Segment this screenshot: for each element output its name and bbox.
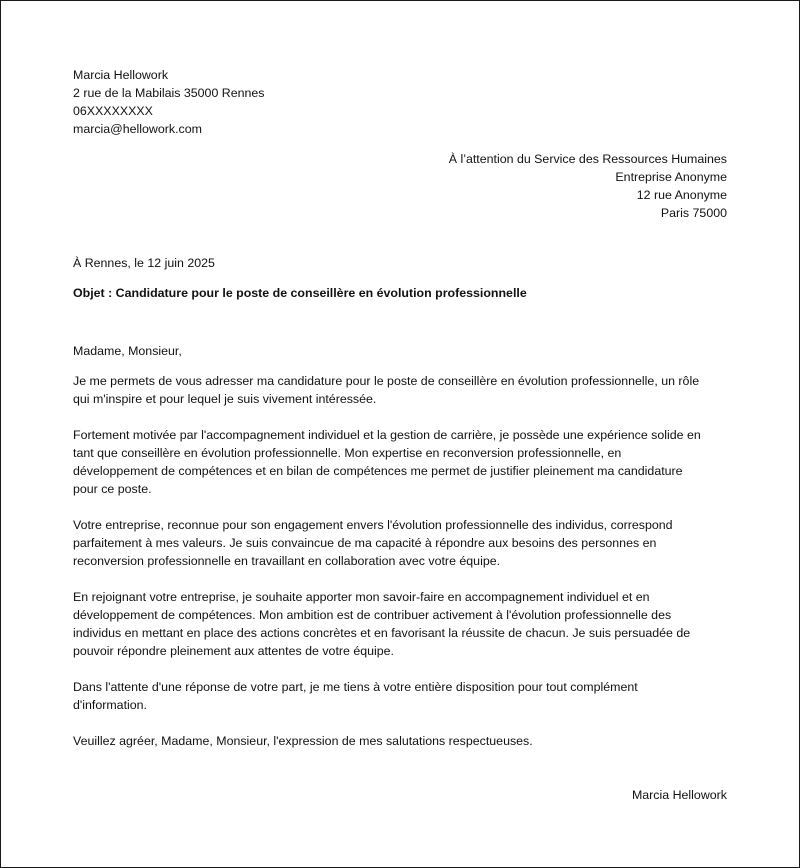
recipient-attention: À l’attention du Service des Ressources Humaines <box>448 152 727 166</box>
letter-body <box>73 372 729 768</box>
paragraph-line: Fortement motivée par l'accompagnement individuel et la gestion de carrière, je possède une expérience solide en <box>73 428 701 442</box>
paragraph-line: Dans l'attente d'une réponse de votre part, je me tiens à votre entière disposition pour tout complément <box>73 680 638 694</box>
paragraph-ambition <box>73 588 729 660</box>
paragraph-line: parfaitement à mes valeurs. Je suis convaincue de ma capacité à répondre aux besoins des personnes en <box>73 536 657 550</box>
letter-signature: Marcia Hellowork <box>631 788 727 802</box>
paragraph-line: Je me permets de vous adresser ma candidature pour le poste de conseillère en évolution professionnelle, un rôle <box>73 374 700 388</box>
sender-phone: 06XXXXXXXX <box>73 104 153 118</box>
paragraph-line: Votre entreprise, reconnue pour son engagement envers l'évolution professionnelle des individus, correspond <box>73 518 673 532</box>
paragraph-line: qui m'inspire et pour lequel je suis vivement intéressée. <box>73 392 377 406</box>
paragraph-line: individus en mettant en place des actions concrètes et en favorisant la réussite de chacun. Je suis persuadée de <box>73 626 691 640</box>
paragraph-availability <box>73 678 729 714</box>
paragraph-line: développement de compétences. Mon ambition est de contribuer activement à l'évolution professionnelle des <box>73 608 672 622</box>
paragraph-intro <box>73 372 729 408</box>
paragraph-closing <box>73 732 729 750</box>
letter-date: À Rennes, le 12 juin 2025 <box>73 256 215 270</box>
paragraph-line: pouvoir répondre pleinement aux attentes de votre équipe. <box>73 644 394 658</box>
paragraph-line: pour ce poste. <box>73 482 152 496</box>
recipient-street: 12 rue Anonyme <box>636 188 727 202</box>
paragraph-line: Veuillez agréer, Madame, Monsieur, l'expression de mes salutations respectueuses. <box>73 734 533 748</box>
letter-subject: Objet : Candidature pour le poste de conseillère en évolution professionnelle <box>73 286 527 300</box>
recipient-city: Paris 75000 <box>660 206 727 220</box>
recipient-company: Entreprise Anonyme <box>615 170 727 184</box>
paragraph-line: tant que conseillère en évolution professionnelle. Mon expertise en reconversion professionnelle, en <box>73 446 622 460</box>
sender-address: 2 rue de la Mabilais 35000 Rennes <box>73 86 265 100</box>
sender-name: Marcia Hellowork <box>73 68 169 82</box>
paragraph-line: d'information. <box>73 698 147 712</box>
paragraph-line: reconversion professionnelle en travaillant en collaboration avec votre équipe. <box>73 554 501 568</box>
paragraph-line: développement de compétences et en bilan de compétences me permet de justifier pleinement ma candidature <box>73 464 683 478</box>
sender-block <box>73 66 265 138</box>
paragraph-company <box>73 516 729 570</box>
paragraph-line: En rejoignant votre entreprise, je souhaite apporter mon savoir-faire en accompagnement individuel et en <box>73 590 650 604</box>
letter-salutation: Madame, Monsieur, <box>73 344 182 358</box>
paragraph-experience <box>73 426 729 498</box>
sender-email: marcia@hellowork.com <box>73 122 202 136</box>
recipient-block <box>449 150 727 222</box>
